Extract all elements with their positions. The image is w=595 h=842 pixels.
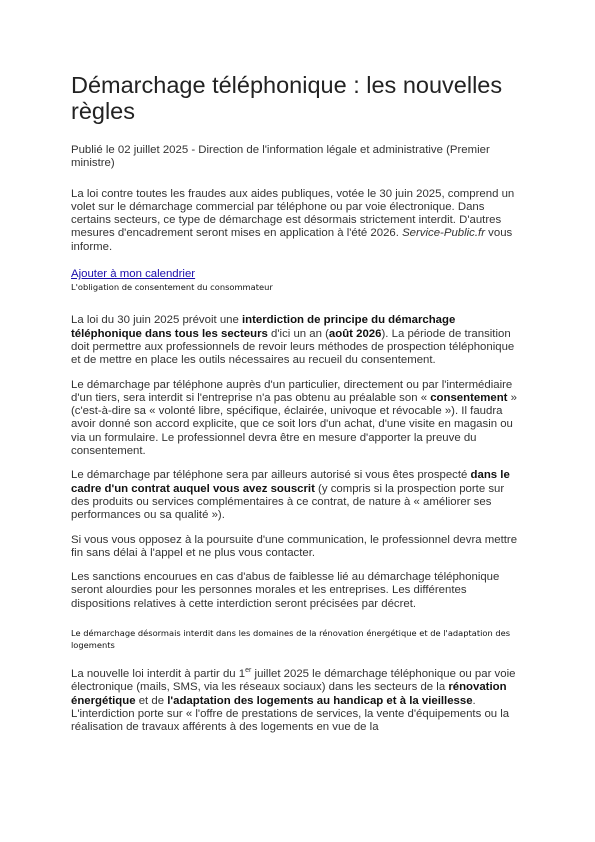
paragraph: La nouvelle loi interdit à partir du 1er juillet 2025 le démarchage téléphonique ou par voie électronique (mails, SMS, via les réseaux sociaux) dans les secteurs de la rénovation énergétique et de l'adaptation des logements au handicap et à la vieillesse. L'interdiction porte sur « l'offre de prestations de services, la vente d'équipements ou la réalisation de travaux afférents à des logements en vue de la bbox=[71, 667, 516, 734]
paragraph: Si vous vous opposez à la poursuite d'une communication, le professionnel devra mettre fin sans délai à l'appel et ne plus vous contacter. bbox=[71, 533, 518, 559]
section-heading-consent: L'obligation de consentement du consommateur bbox=[71, 282, 273, 293]
add-to-calendar-link[interactable]: Ajouter à mon calendrier bbox=[71, 268, 196, 281]
page-title: Démarchage téléphonique : les nouvelles règles bbox=[71, 72, 503, 124]
intro-text: La loi contre toutes les fraudes aux aides publiques, votée le 30 juin 2025, comprend un volet sur le démarchage commercial par téléphone ou par voie électronique. Dans certains secteurs, ce type de démarchage est désormais strictement interdit. D'autres mesures d'encadrement seront mises en application à l'été 2026. bbox=[71, 187, 515, 240]
paragraph: Le démarchage par téléphone sera par ailleurs autorisé si vous êtes prospecté dans le cadre d'un contrat auquel vous avez souscrit (y compris si la prospection porte sur des produits ou services complémentaires à ce contrat, de nature à « améliorer ses performances ou sa qualité »). bbox=[71, 469, 510, 522]
publication-meta: Publié le 02 juillet 2025 - Direction de l'information légale et administrative (Premier ministre) bbox=[71, 144, 490, 170]
intro-tail: vous informe. bbox=[71, 227, 513, 253]
section-heading-renovation: Le démarchage désormais interdit dans les domaines de la rénovation énergétique et de l'adaptation des logements bbox=[71, 628, 511, 651]
paragraph: Les sanctions encourues en cas d'abus de faiblesse lié au démarchage téléphonique seront alourdies pour les personnes morales et les entreprises. Les différentes dispositions relatives à cette interdiction seront précisées par décret. bbox=[71, 571, 500, 610]
article bbox=[71, 72, 521, 735]
paragraph: Le démarchage par téléphone auprès d'un particulier, directement ou par l'intermédiaire d'un tiers, sera interdit si l'entreprise n'a pas obtenu au préalable son « consentement » (c'est-à-dire sa « volonté libre, spécifique, éclairée, univoque et révocable »). Il faudra avoir donné son accord explicite, que ce soit lors d'un achat, d'une visite en magasin ou via un formulaire. Le professionnel devra être en mesure d'apporter la preuve du consentement. bbox=[71, 378, 517, 458]
intro-paragraph bbox=[71, 188, 521, 254]
paragraph: La loi du 30 juin 2025 prévoit une interdiction de principe du démarchage téléphonique dans tous les secteurs d'ici un an (août 2026). La période de transition doit permettre aux professionnels de revoir leurs méthodes de prospection téléphonique et de mettre en place les outils nécessaires au recueil du consentement. bbox=[71, 314, 515, 367]
source-name: Service-Public.fr bbox=[402, 227, 485, 240]
